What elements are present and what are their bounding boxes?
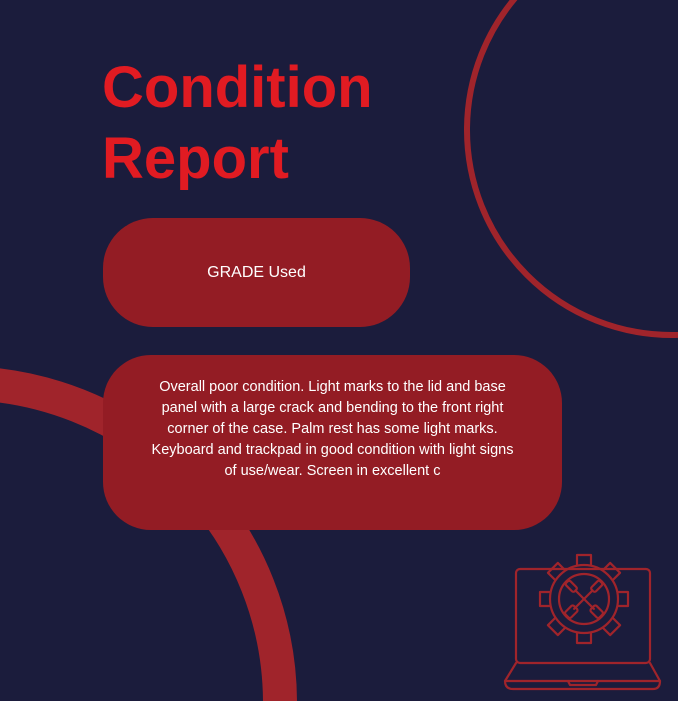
grade-badge bbox=[103, 218, 410, 327]
laptop-repair-icon bbox=[500, 543, 662, 695]
page-title: Condition Report bbox=[102, 55, 373, 191]
grade-label: GRADE Used bbox=[207, 263, 306, 281]
top-right-arc bbox=[467, 0, 678, 335]
condition-description: Overall poor condition. Light marks to the lid and base panel with a large crack and bending to the front right corner of the case. Palm rest has some light marks. Keyboard and trackpad in good condition with light signs of use/wear. Screen in excellent c bbox=[151, 379, 514, 479]
condition-description-card bbox=[103, 355, 562, 530]
